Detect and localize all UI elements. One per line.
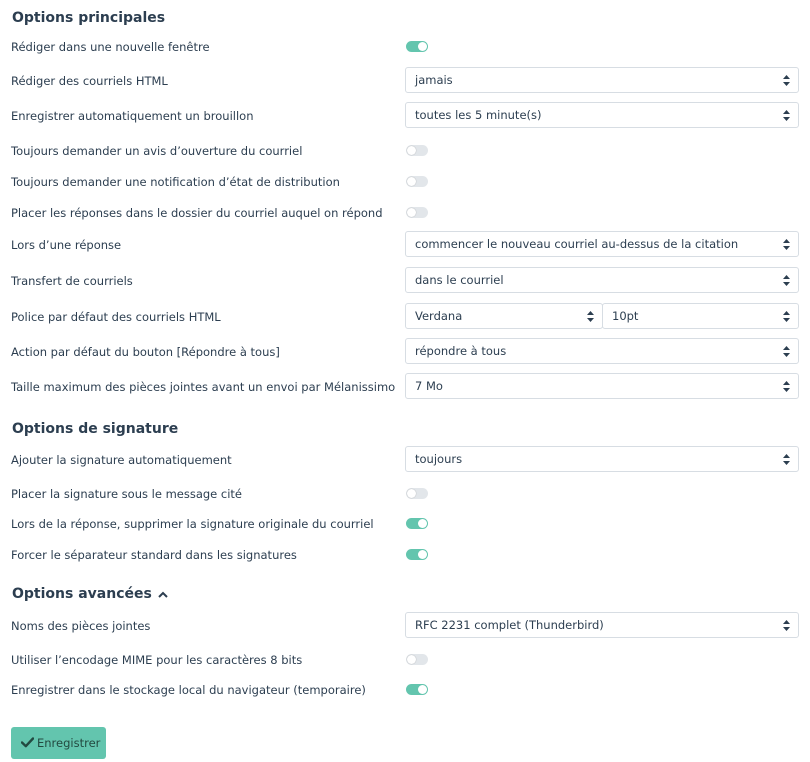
row-sig-auto: [0, 446, 810, 474]
reply-all-default-value: répondre à tous: [415, 344, 507, 358]
max-attachment-select[interactable]: [405, 373, 799, 399]
select-arrows-icon: [783, 75, 790, 86]
sig-auto-label: Ajouter la signature automatiquement: [11, 453, 232, 467]
select-arrows-icon: [783, 275, 790, 286]
section-title-main: Options principales: [12, 10, 166, 26]
select-arrows-icon: [783, 311, 790, 322]
delivery-notice-label: Toujours demander une notification d’état de distribution: [11, 175, 340, 189]
max-attachment-label: Taille maximum des pièces jointes avant un envoi par Mélanissimo: [11, 380, 396, 394]
sig-below-quote-toggle[interactable]: [406, 488, 428, 499]
toggle-knob: [418, 519, 427, 528]
reply-mode-value: commencer le nouveau courriel au-dessus de la citation: [415, 237, 739, 251]
sig-separator-toggle[interactable]: [406, 549, 428, 560]
toggle-knob: [407, 208, 416, 217]
select-arrows-icon: [783, 454, 790, 465]
local-storage-toggle[interactable]: [406, 684, 428, 695]
reply-mode-label: Lors d’une réponse: [11, 238, 122, 252]
row-reply-same-folder: [0, 199, 810, 227]
font-family-select[interactable]: [405, 303, 603, 329]
row-autosave: [0, 102, 810, 130]
check-icon: [21, 737, 34, 748]
autosave-value: toutes les 5 minute(s): [415, 108, 542, 122]
read-receipt-toggle[interactable]: [406, 145, 428, 156]
toggle-knob: [407, 146, 416, 155]
font-size-value: 10pt: [612, 309, 639, 323]
new-window-toggle[interactable]: [406, 41, 428, 52]
select-arrows-icon: [783, 620, 790, 631]
toggle-knob: [407, 489, 416, 498]
row-default-font: [0, 303, 810, 331]
section-title-signature: Options de signature: [12, 421, 179, 437]
chevron-up-icon: [158, 591, 168, 598]
sig-separator-label: Forcer le séparateur standard dans les signatures: [11, 548, 297, 562]
toggle-knob: [418, 42, 427, 51]
new-window-label: Rédiger dans une nouvelle fenêtre: [11, 40, 210, 54]
read-receipt-label: Toujours demander un avis d’ouverture du courriel: [11, 144, 303, 158]
delivery-notice-toggle[interactable]: [406, 176, 428, 187]
mime-8bit-toggle[interactable]: [406, 654, 428, 665]
row-delivery-notice: [0, 168, 810, 196]
select-arrows-icon: [783, 346, 790, 357]
select-arrows-icon: [783, 381, 790, 392]
forward-mode-select[interactable]: [405, 267, 799, 293]
font-family-value: Verdana: [415, 309, 463, 323]
row-mime-8bit: [0, 646, 810, 674]
row-sig-separator: [0, 541, 810, 569]
sig-strip-reply-label: Lors de la réponse, supprimer la signature originale du courriel: [11, 517, 374, 531]
reply-same-folder-label: Placer les réponses dans le dossier du courriel auquel on répond: [11, 206, 383, 220]
row-sig-below-quote: [0, 480, 810, 508]
row-local-storage: [0, 676, 810, 704]
attachment-names-select[interactable]: [405, 612, 799, 638]
sig-strip-reply-toggle[interactable]: [406, 518, 428, 529]
select-arrows-icon: [783, 110, 790, 121]
row-attachment-names: [0, 612, 810, 640]
attachment-names-value: RFC 2231 complet (Thunderbird): [415, 618, 604, 632]
toggle-knob: [418, 685, 427, 694]
default-font-label: Police par défaut des courriels HTML: [11, 310, 221, 324]
row-reply-mode: [0, 231, 810, 259]
row-read-receipt: [0, 137, 810, 165]
row-max-attachment: [0, 373, 810, 401]
reply-all-default-label: Action par défaut du bouton [Répondre à tous]: [11, 345, 280, 359]
attachment-names-label: Noms des pièces jointes: [11, 619, 151, 633]
section-title-advanced[interactable]: [12, 586, 168, 602]
autosave-label: Enregistrer automatiquement un brouillon: [11, 109, 254, 123]
font-size-select[interactable]: [602, 303, 799, 329]
max-attachment-value: 7 Mo: [415, 379, 443, 393]
toggle-knob: [407, 655, 416, 664]
local-storage-label: Enregistrer dans le stockage local du navigateur (temporaire): [11, 683, 366, 697]
mime-8bit-label: Utiliser l’encodage MIME pour les caractères 8 bits: [11, 653, 303, 667]
html-compose-select[interactable]: [405, 67, 799, 93]
toggle-knob: [418, 550, 427, 559]
sig-auto-value: toujours: [415, 452, 463, 466]
select-arrows-icon: [587, 311, 594, 322]
row-reply-all-default: [0, 338, 810, 366]
row-forward-mode: [0, 267, 810, 295]
forward-mode-label: Transfert de courriels: [11, 274, 133, 288]
toggle-knob: [407, 177, 416, 186]
autosave-select[interactable]: [405, 102, 799, 128]
row-sig-strip-reply: [0, 510, 810, 538]
row-new-window: [0, 33, 810, 61]
sig-auto-select[interactable]: [405, 446, 799, 472]
row-html-compose: [0, 67, 810, 95]
sig-below-quote-label: Placer la signature sous le message cité: [11, 487, 243, 501]
forward-mode-value: dans le courriel: [415, 273, 504, 287]
html-compose-label: Rédiger des courriels HTML: [11, 74, 168, 88]
save-button-label: Enregistrer: [37, 736, 101, 750]
select-arrows-icon: [783, 239, 790, 250]
reply-all-default-select[interactable]: [405, 338, 799, 364]
reply-same-folder-toggle[interactable]: [406, 207, 428, 218]
reply-mode-select[interactable]: [405, 231, 799, 257]
advanced-title-text: Options avancées: [12, 586, 152, 602]
html-compose-value: jamais: [415, 73, 453, 87]
save-button[interactable]: [11, 727, 106, 759]
